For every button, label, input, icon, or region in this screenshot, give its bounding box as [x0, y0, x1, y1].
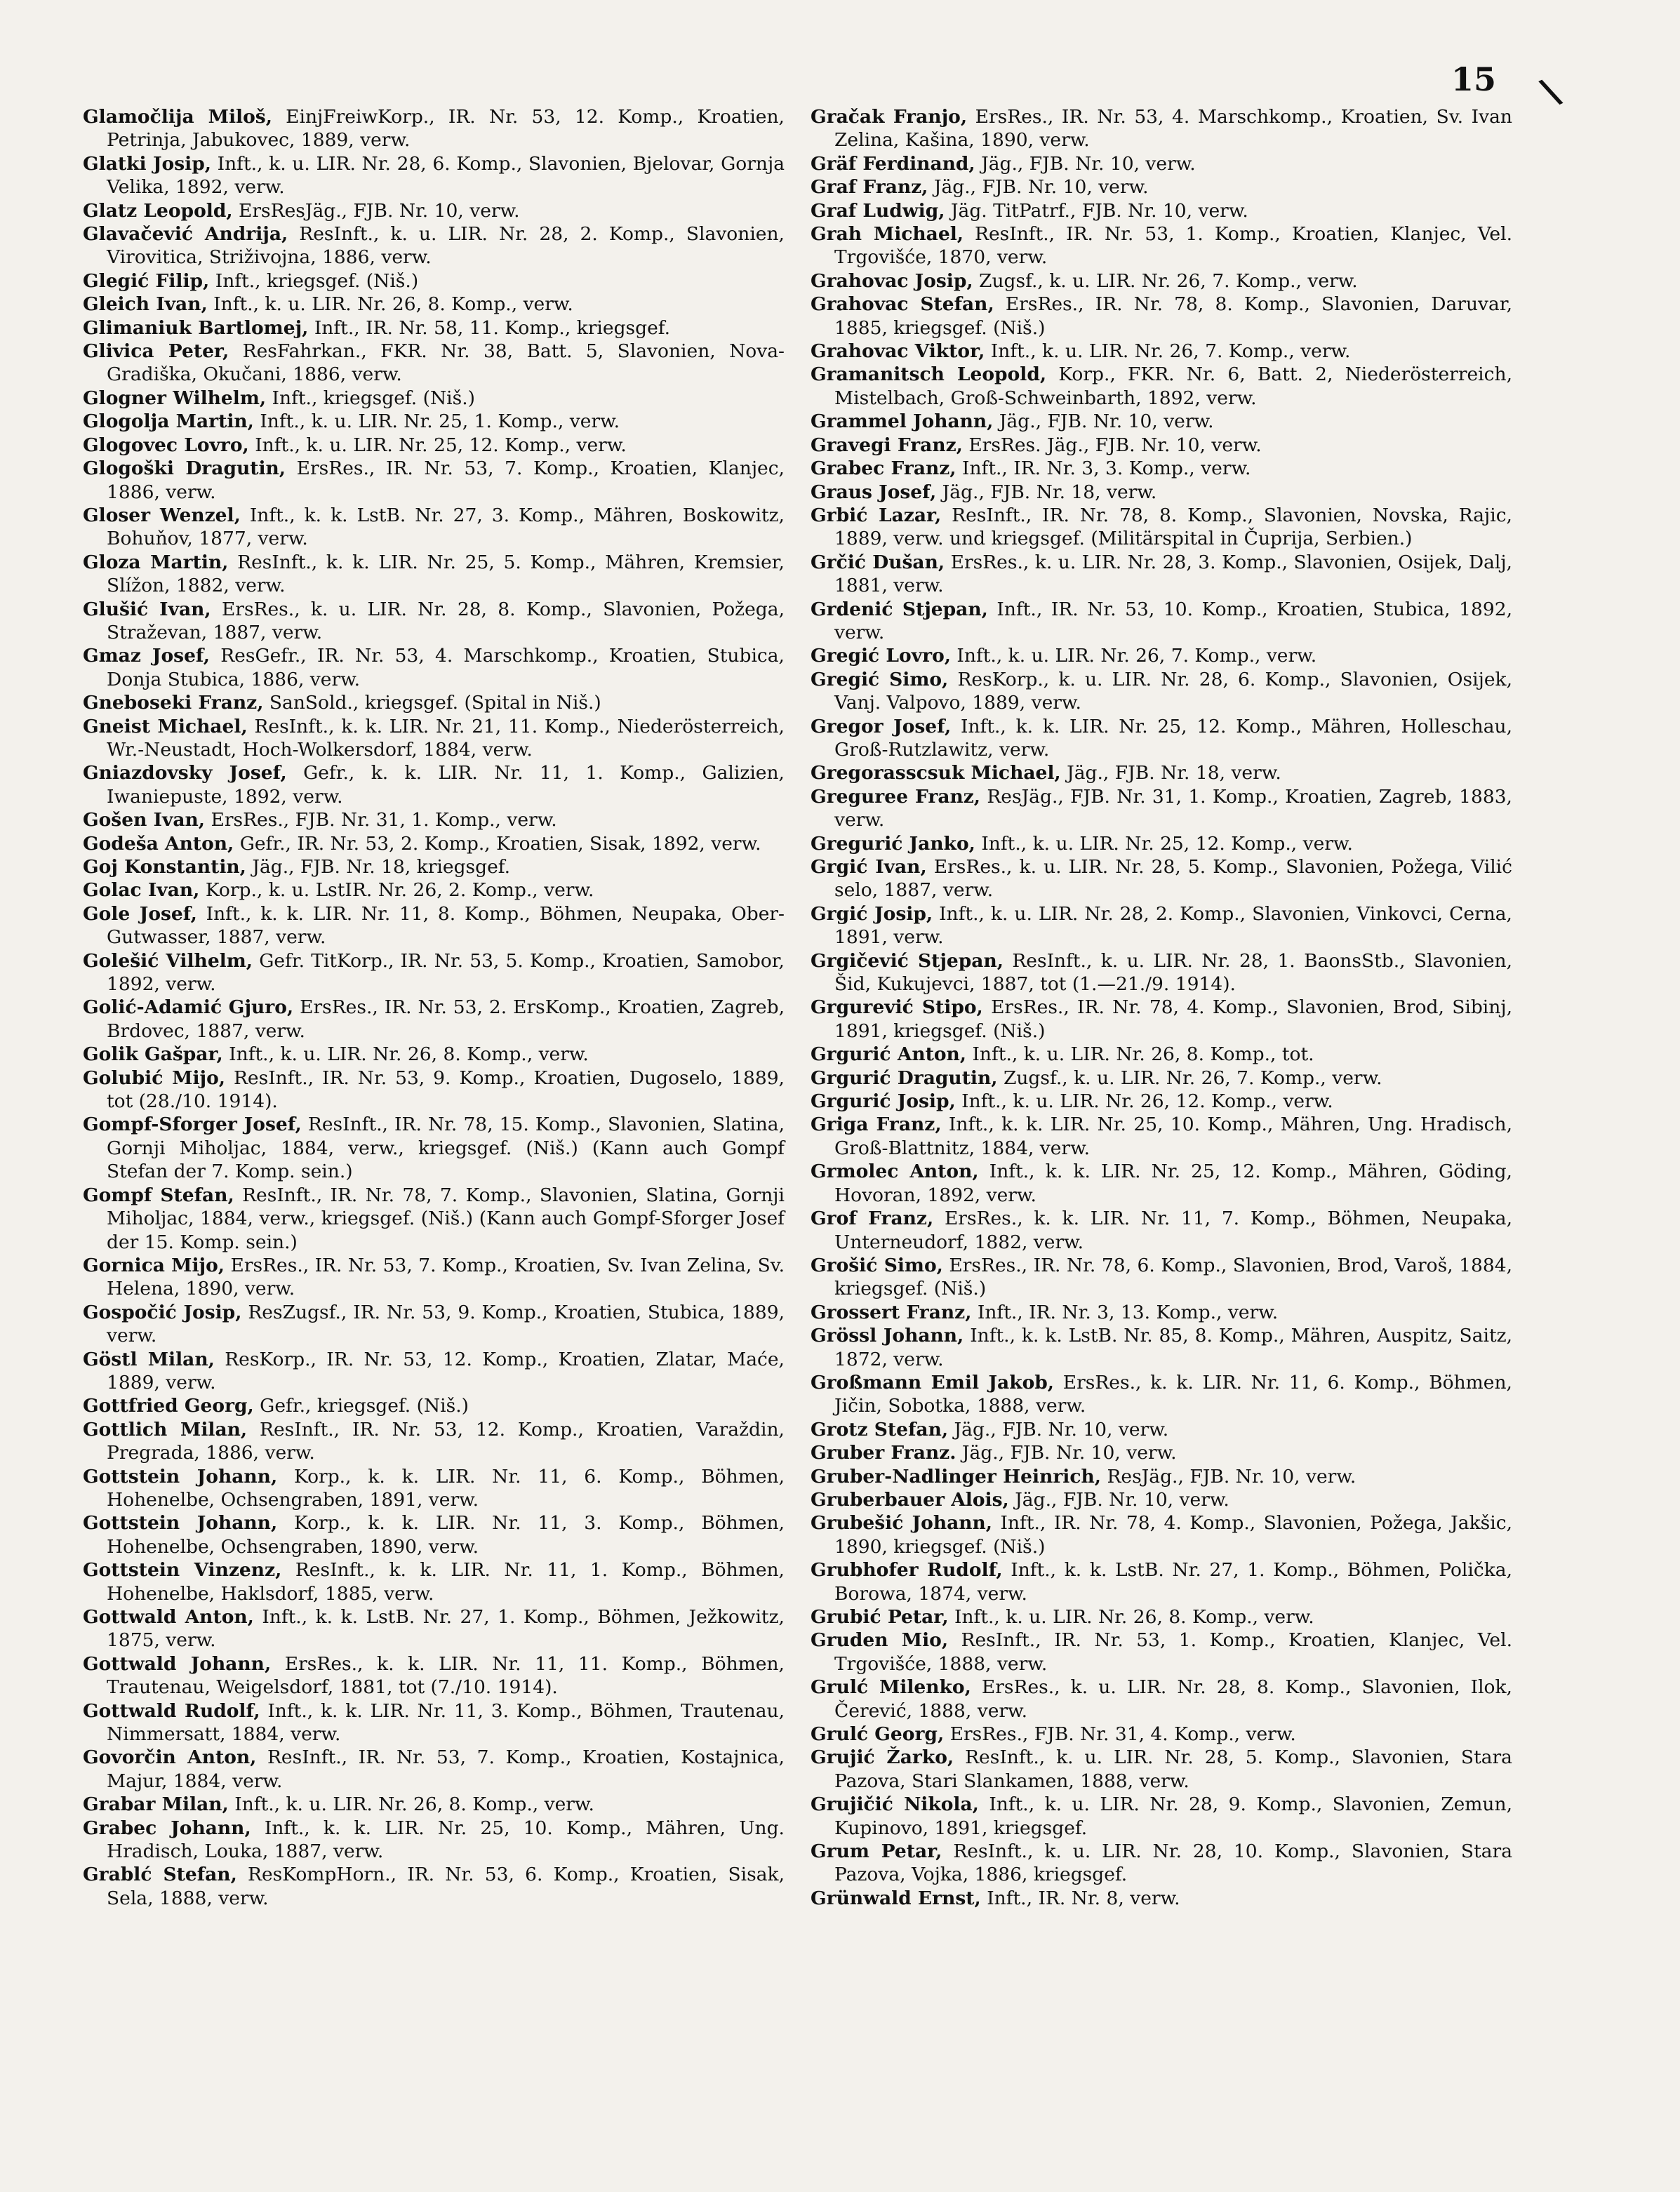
entry-details: Jäg., FJB. Nr. 10, verw. [933, 176, 1149, 199]
casualty-entry [811, 175, 1512, 199]
entry-details: Jäg., FJB. Nr. 10, verw. [999, 410, 1214, 433]
entry-details: Inft., kriegsgef. (Niš.) [215, 269, 419, 292]
entry-name: Grulć Milenko, [811, 1676, 971, 1699]
entry-name: Glatki Josip, [83, 152, 211, 175]
entry-details: Jäg., FJB. Nr. 18, kriegsgef. [252, 856, 511, 878]
casualty-entry [83, 1043, 785, 1066]
casualty-entry [83, 222, 785, 269]
entry-details: Inft., k. u. LIR. Nr. 28, 6. Komp., Slavonien, Bjelovar, Gornja Velika, 1892, verw. [107, 152, 785, 199]
casualty-entry [83, 1394, 785, 1417]
entry-name: Glimaniuk Bartlomej, [83, 316, 309, 339]
entry-details: Jäg., FJB. Nr. 10, verw. [981, 152, 1196, 175]
entry-details: ResFahrkan., FKR. Nr. 38, Batt. 5, Slavonien, Nova-Gradiška, Okučani, 1886, verw. [107, 340, 785, 386]
entry-details: Inft., k. k. LIR. Nr. 11, 3. Komp., Böhmen, Trautenau, Nimmersatt, 1884, verw. [107, 1699, 785, 1746]
entry-details: ResInft., IR. Nr. 78, 8. Komp., Slavonien, Novska, Rajic, 1889, verw. und kriegsgef. (Militärspital in Čuprija, Serbien.) [834, 504, 1512, 550]
entry-name: Glavačević Andrija, [83, 223, 288, 246]
entry-name: Gloza Martin, [83, 551, 229, 573]
casualty-entry [83, 1746, 785, 1793]
casualty-entry [83, 1301, 785, 1348]
entry-name: Greguree Franz, [811, 785, 981, 808]
casualty-entry [811, 1840, 1512, 1887]
casualty-entry [83, 902, 785, 949]
casualty-entry [83, 808, 785, 831]
entry-details: Korp., FKR. Nr. 6, Batt. 2, Niederösterreich, Mistelbach, Groß-Schweinbarth, 1892, verw. [834, 363, 1512, 409]
entry-name: Godeša Anton, [83, 832, 234, 855]
entry-details: Gefr. TitKorp., IR. Nr. 53, 5. Komp., Kroatien, Samobor, 1892, verw. [107, 949, 785, 996]
entry-name: Gompf Stefan, [83, 1184, 234, 1206]
entry-name: Gramanitsch Leopold, [811, 363, 1047, 386]
entry-details: ErsRes., k. u. LIR. Nr. 28, 8. Komp., Slavonien, Ilok, Čerević, 1888, verw. [834, 1676, 1512, 1722]
casualty-entry [811, 1488, 1512, 1511]
entry-details: ErsRes., k. u. LIR. Nr. 28, 8. Komp., Slavonien, Požega, Straževan, 1887, verw. [107, 598, 785, 643]
entry-details: Korp., k. k. LIR. Nr. 11, 3. Komp., Böhmen, Hohenelbe, Ochsengraben, 1890, verw. [107, 1512, 785, 1558]
entry-name: Grabar Milan, [83, 1793, 229, 1816]
casualty-entry [811, 1160, 1512, 1207]
entry-details: ResInft., k. k. LIR. Nr. 11, 1. Komp., Böhmen, Hohenelbe, Haklsdorf, 1885, verw. [107, 1559, 785, 1605]
casualty-entry [83, 996, 785, 1043]
right-column [811, 105, 1512, 1910]
entry-name: Grujičić Nikola, [811, 1793, 979, 1816]
casualty-entry [811, 1676, 1512, 1723]
casualty-entry [83, 1348, 785, 1395]
entry-name: Grmolec Anton, [811, 1161, 979, 1183]
casualty-entry [83, 152, 785, 199]
entry-name: Govorčin Anton, [83, 1746, 257, 1769]
casualty-entry [83, 1699, 785, 1746]
entry-details: ResKorp., k. u. LIR. Nr. 28, 6. Komp., Slavonien, Osijek, Vanj. Valpovo, 1889, verw. [834, 668, 1512, 714]
entry-name: Glamočlija Miloš, [83, 106, 272, 128]
casualty-entry [811, 668, 1512, 715]
entry-details: ErsRes., IR. Nr. 53, 4. Marschkomp., Kroatien, Sv. Ivan Zelina, Kašina, 1890, verw. [834, 106, 1512, 152]
left-column [83, 105, 785, 1910]
entry-details: Inft., IR. Nr. 53, 10. Komp., Kroatien, Stubica, 1892, verw. [834, 598, 1512, 643]
entry-name: Grbić Lazar, [811, 504, 942, 526]
margin-mark: \ [1535, 69, 1566, 114]
entry-details: ErsRes., IR. Nr. 53, 7. Komp., Kroatien, Sv. Ivan Zelina, Sv. Helena, 1890, verw. [107, 1254, 785, 1300]
entry-details: ResInft., IR. Nr. 53, 1. Komp., Kroatien, Klanjec, Vel. Trgovišće, 1870, verw. [834, 223, 1512, 269]
entry-details: Korp., k. u. LstIR. Nr. 26, 2. Komp., verw. [205, 879, 594, 902]
casualty-entry [811, 1511, 1512, 1558]
casualty-entry [811, 1418, 1512, 1441]
entry-name: Gloser Wenzel, [83, 504, 241, 526]
entry-name: Gravegi Franz, [811, 434, 963, 456]
casualty-entry [811, 715, 1512, 762]
entry-details: ErsRes., IR. Nr. 53, 2. ErsKomp., Kroatien, Zagreb, Brdovec, 1887, verw. [107, 996, 785, 1042]
entry-name: Gole Josef, [83, 902, 197, 925]
entry-details: Inft., k. k. LIR. Nr. 11, 8. Komp., Böhmen, Neupaka, Ober-Gutwasser, 1887, verw. [107, 902, 785, 949]
casualty-entry [83, 1511, 785, 1558]
casualty-entry [83, 1113, 785, 1183]
casualty-entry [811, 855, 1512, 902]
entry-name: Grablć Stefan, [83, 1864, 237, 1886]
entry-details: Inft., k. u. LIR. Nr. 26, 8. Komp., verw. [234, 1793, 594, 1816]
casualty-entry [811, 481, 1512, 504]
page-number: 15 [1451, 60, 1497, 98]
entry-details: ResKorp., IR. Nr. 53, 12. Komp., Kroatien, Zlatar, Maće, 1889, verw. [107, 1348, 785, 1394]
entry-details: Jäg., FJB. Nr. 10, verw. [954, 1418, 1169, 1441]
entry-details: ResInft., IR. Nr. 78, 15. Komp., Slavonien, Slatina, Gornji Miholjac, 1884, verw., kriegsgef. (Niš.) (Kann auch Gompf Stefan der 7. Komp. sein.) [107, 1114, 785, 1183]
entry-name: Gleich Ivan, [83, 293, 208, 316]
casualty-entry [811, 598, 1512, 645]
entry-name: Grammel Johann, [811, 410, 994, 433]
entry-details: Inft., k. u. LIR. Nr. 26, 7. Komp., verw. [956, 645, 1317, 667]
casualty-entry [811, 785, 1512, 832]
casualty-entry [811, 1254, 1512, 1301]
entry-name: Graf Franz, [811, 176, 928, 199]
entry-name: Grgić Ivan, [811, 856, 927, 878]
entry-name: Gompf-Sforger Josef, [83, 1114, 302, 1136]
entry-name: Grubhofer Rudolf, [811, 1559, 1003, 1582]
entry-details: Inft., k. k. LstB. Nr. 27, 1. Komp., Böhmen, Ježkowitz, 1875, verw. [107, 1606, 785, 1652]
entry-name: Gregor Josef, [811, 715, 952, 737]
casualty-entry [83, 293, 785, 316]
entry-name: Grabec Franz, [811, 457, 956, 480]
entry-name: Grotz Stefan, [811, 1418, 949, 1441]
entry-name: Gruberbauer Alois, [811, 1488, 1009, 1511]
entry-details: ErsRes., k. k. LIR. Nr. 11, 6. Komp., Böhmen, Jičin, Sobotka, 1888, verw. [834, 1371, 1512, 1417]
entry-details: Gefr., kriegsgef. (Niš.) [260, 1395, 469, 1417]
entry-name: Grošić Simo, [811, 1254, 943, 1276]
entry-details: ResInft., k. k. LIR. Nr. 21, 11. Komp., Niederösterreich, Wr.-Neustadt, Hoch-Wolkersdorf, 1884, verw. [107, 715, 785, 761]
casualty-entry [811, 1207, 1512, 1254]
entry-name: Golubić Mijo, [83, 1067, 226, 1089]
entry-name: Gottstein Vinzenz, [83, 1559, 282, 1582]
casualty-entry [811, 457, 1512, 480]
casualty-entry [83, 551, 785, 598]
entry-details: Inft., k. u. LIR. Nr. 28, 9. Komp., Slavonien, Zemun, Kupinovo, 1891, kriegsgef. [834, 1793, 1512, 1839]
entry-details: ErsRes., IR. Nr. 78, 4. Komp., Slavonien, Brod, Sibinj, 1891, kriegsgef. (Niš.) [834, 996, 1512, 1042]
entry-name: Gregurić Janko, [811, 832, 975, 855]
entry-details: Zugsf., k. u. LIR. Nr. 26, 7. Komp., verw. [979, 269, 1358, 292]
entry-details: Jäg., FJB. Nr. 10, verw. [1015, 1488, 1229, 1511]
casualty-entry [811, 1746, 1512, 1793]
casualty-entry [811, 1043, 1512, 1066]
casualty-entry [83, 832, 785, 855]
entry-name: Gottwald Anton, [83, 1606, 254, 1628]
entry-details: Inft., k. u. LIR. Nr. 25, 1. Komp., verw. [260, 410, 620, 433]
entry-name: Grgurić Josip, [811, 1090, 956, 1113]
entry-name: Grahovac Viktor, [811, 340, 985, 363]
casualty-entry [811, 1067, 1512, 1090]
entry-details: ResInft., k. u. LIR. Nr. 28, 1. BaonsStb., Slavonien, Šid, Kukujevci, 1887, tot (1.—21./9. 1914). [834, 949, 1513, 996]
entry-name: Glogovec Lovro, [83, 434, 249, 456]
entry-details: ErsRes., k. k. LIR. Nr. 11, 7. Komp., Böhmen, Neupaka, Unterneudorf, 1882, verw. [834, 1208, 1512, 1253]
entry-name: Gottwald Rudolf, [83, 1699, 260, 1722]
entry-name: Gottlich Milan, [83, 1418, 248, 1441]
entry-details: Inft., IR. Nr. 58, 11. Komp., kriegsgef. [314, 316, 671, 339]
entry-details: ResGefr., IR. Nr. 53, 4. Marschkomp., Kroatien, Stubica, Donja Stubica, 1886, verw. [107, 645, 785, 690]
entry-name: Großmann Emil Jakob, [811, 1371, 1055, 1394]
casualty-entry [83, 1418, 785, 1465]
entry-name: Gottstein Johann, [83, 1465, 278, 1488]
entry-name: Golac Ivan, [83, 879, 200, 902]
entry-details: Jäg., FJB. Nr. 18, verw. [942, 481, 1157, 503]
casualty-entry [83, 199, 785, 222]
entry-name: Gošen Ivan, [83, 809, 206, 831]
entry-details: Inft., k. k. LIR. Nr. 25, 12. Komp., Mähren, Göding, Hovoran, 1892, verw. [834, 1161, 1512, 1206]
casualty-entry [83, 691, 785, 714]
entry-details: Inft., IR. Nr. 3, 13. Komp., verw. [977, 1301, 1279, 1323]
entry-name: Gregorasscsuk Michael, [811, 762, 1061, 784]
casualty-entry [811, 269, 1512, 293]
entry-name: Grahovac Josip, [811, 269, 973, 292]
casualty-entry [83, 387, 785, 410]
entry-details: ErsRes. Jäg., FJB. Nr. 10, verw. [968, 434, 1262, 456]
entry-name: Gruden Mio, [811, 1629, 949, 1652]
casualty-entry [811, 105, 1512, 152]
entry-details: Inft., k. u. LIR. Nr. 26, 7. Komp., verw. [990, 340, 1351, 363]
casualty-entry [811, 293, 1512, 340]
casualty-entry [83, 949, 785, 996]
casualty-entry [83, 269, 785, 293]
entry-name: Grujić Žarko, [811, 1746, 954, 1769]
casualty-entry [811, 1629, 1512, 1676]
casualty-entry [83, 316, 785, 340]
entry-name: Gmaz Josef, [83, 645, 210, 667]
casualty-entry [811, 644, 1512, 667]
casualty-entry [811, 1558, 1512, 1605]
casualty-entry [83, 598, 785, 645]
entry-name: Glogolja Martin, [83, 410, 254, 433]
casualty-entry [83, 715, 785, 762]
entry-details: Inft., k. k. LstB. Nr. 27, 1. Komp., Böhmen, Polička, Borowa, 1874, verw. [834, 1559, 1512, 1605]
entry-details: Korp., k. k. LIR. Nr. 11, 6. Komp., Böhmen, Hohenelbe, Ochsengraben, 1891, verw. [107, 1465, 785, 1511]
entry-name: Gottwald Johann, [83, 1652, 272, 1675]
entry-name: Gregić Simo, [811, 668, 949, 690]
entry-name: Gračak Franjo, [811, 106, 968, 128]
casualty-entry [83, 1465, 785, 1512]
casualty-entry [811, 1113, 1512, 1160]
casualty-entry [811, 761, 1512, 784]
entry-name: Grössl Johann, [811, 1325, 964, 1347]
entry-name: Grabec Johann, [83, 1817, 251, 1839]
casualty-entry [811, 1887, 1512, 1910]
entry-name: Grubešić Johann, [811, 1512, 993, 1535]
entry-details: ResInft., IR. Nr. 53, 12. Komp., Kroatien, Varaždin, Pregrada, 1886, verw. [107, 1418, 785, 1464]
casualty-entry [811, 340, 1512, 363]
casualty-entry [83, 1558, 785, 1605]
entry-name: Grgurić Anton, [811, 1043, 967, 1066]
entry-details: EinjFreiwKorp., IR. Nr. 53, 12. Komp., Kroatien, Petrinja, Jabukovec, 1889, verw. [107, 106, 785, 152]
entry-details: ErsRes., k. u. LIR. Nr. 28, 5. Komp., Slavonien, Požega, Vilić selo, 1887, verw. [834, 856, 1512, 902]
casualty-entry [811, 949, 1512, 996]
casualty-entry [83, 1605, 785, 1652]
entry-name: Glatz Leopold, [83, 199, 233, 222]
casualty-entry [811, 1605, 1512, 1629]
entry-details: ResJäg., FJB. Nr. 31, 1. Komp., Kroatien, Zagreb, 1883, verw. [834, 785, 1512, 831]
entry-details: ErsRes., IR. Nr. 53, 7. Komp., Kroatien, Klanjec, 1886, verw. [107, 457, 785, 503]
casualty-entry [811, 199, 1512, 222]
entry-details: Inft., k. u. LIR. Nr. 26, 8. Komp., tot. [972, 1043, 1314, 1066]
entry-name: Gottfried Georg, [83, 1395, 254, 1417]
casualty-entry [811, 551, 1512, 598]
entry-details: Inft., k. u. LIR. Nr. 28, 2. Komp., Slavonien, Vinkovci, Cerna, 1891, verw. [834, 902, 1512, 949]
casualty-entry [83, 434, 785, 457]
entry-name: Grgurević Stipo, [811, 996, 983, 1019]
entry-name: Glogner Wilhelm, [83, 387, 267, 409]
entry-details: Gefr., k. k. LIR. Nr. 11, 1. Komp., Galizien, Iwaniepuste, 1892, verw. [107, 762, 785, 808]
entry-details: ResInft., k. u. LIR. Nr. 28, 5. Komp., Slavonien, Stara Pazova, Stari Slankamen, 1888, verw. [834, 1746, 1512, 1792]
casualty-entry [83, 457, 785, 504]
entry-name: Grgić Josip, [811, 902, 933, 925]
casualty-entry [83, 878, 785, 902]
casualty-entry [811, 504, 1512, 551]
entry-details: Inft., k. u. LIR. Nr. 26, 8. Komp., verw. [954, 1606, 1314, 1628]
casualty-entry [83, 1254, 785, 1301]
casualty-entry [811, 410, 1512, 433]
entry-details: Inft., k. u. LIR. Nr. 25, 12. Komp., verw. [981, 832, 1353, 855]
casualty-entry [811, 1301, 1512, 1324]
entry-details: ResInft., k. u. LIR. Nr. 28, 10. Komp., Slavonien, Stara Pazova, Vojka, 1886, kriegsgef. [834, 1840, 1512, 1886]
entry-details: Jäg., FJB. Nr. 10, verw. [961, 1442, 1177, 1464]
casualty-entry [83, 105, 785, 152]
entry-name: Gregić Lovro, [811, 645, 951, 667]
casualty-entry [811, 1371, 1512, 1418]
casualty-entry [811, 1090, 1512, 1113]
casualty-entry [83, 410, 785, 433]
casualty-entry [811, 996, 1512, 1043]
casualty-entry [811, 363, 1512, 410]
casualty-entry [811, 434, 1512, 457]
entry-details: ErsRes., IR. Nr. 78, 6. Komp., Slavonien, Brod, Varoš, 1884, kriegsgef. (Niš.) [834, 1254, 1512, 1300]
entry-details: ResKompHorn., IR. Nr. 53, 6. Komp., Kroatien, Sisak, Sela, 1888, verw. [107, 1864, 785, 1909]
entry-details: ResInft., IR. Nr. 53, 7. Komp., Kroatien, Kostajnica, Majur, 1884, verw. [107, 1746, 785, 1792]
entry-details: ResInft., k. k. LIR. Nr. 25, 5. Komp., Mähren, Kremsier, Slížon, 1882, verw. [107, 551, 785, 597]
entry-details: Inft., k. k. LIR. Nr. 25, 12. Komp., Mähren, Holleschau, Groß-Rutzlawitz, verw. [834, 715, 1512, 761]
entry-details: Inft., k. k. LstB. Nr. 27, 3. Komp., Mähren, Boskowitz, Bohuňov, 1877, verw. [107, 504, 785, 550]
entry-name: Gneboseki Franz, [83, 692, 264, 714]
casualty-entry [811, 1465, 1512, 1488]
entry-details: Inft., k. u. LIR. Nr. 26, 8. Komp., verw. [229, 1043, 589, 1066]
entry-details: ResInft., k. u. LIR. Nr. 28, 2. Komp., Slavonien, Virovitica, Striživojna, 1886, verw. [107, 223, 785, 269]
entry-details: ErsResJäg., FJB. Nr. 10, verw. [239, 199, 520, 222]
casualty-entry [83, 644, 785, 691]
entry-details: ResInft., IR. Nr. 53, 9. Komp., Kroatien, Dugoselo, 1889, tot (28./10. 1914). [107, 1067, 785, 1113]
entry-details: ErsRes., k. u. LIR. Nr. 28, 3. Komp., Slavonien, Osijek, Dalj, 1881, verw. [834, 551, 1512, 597]
entry-name: Golić-Adamić Gjuro, [83, 996, 294, 1019]
casualty-entry [811, 1324, 1512, 1371]
entry-details: Inft., kriegsgef. (Niš.) [272, 387, 475, 409]
entry-details: Inft., IR. Nr. 8, verw. [987, 1887, 1180, 1909]
casualty-entry [811, 832, 1512, 855]
entry-name: Glivica Peter, [83, 340, 229, 363]
casualty-entry [811, 1723, 1512, 1746]
entry-name: Grgičević Stjepan, [811, 949, 1004, 972]
entry-name: Glušić Ivan, [83, 598, 211, 620]
entry-name: Grahovac Stefan, [811, 293, 994, 316]
entry-name: Grčić Dušan, [811, 551, 945, 573]
entry-details: Inft., k. k. LIR. Nr. 25, 10. Komp., Mähren, Ung. Hradisch, Louka, 1887, verw. [107, 1817, 785, 1863]
entry-details: Inft., k. u. LIR. Nr. 25, 12. Komp., verw. [255, 434, 627, 456]
casualty-entry [811, 902, 1512, 949]
entry-details: ErsRes., FJB. Nr. 31, 4. Komp., verw. [949, 1723, 1296, 1746]
entry-details: ErsRes., FJB. Nr. 31, 1. Komp., verw. [211, 809, 557, 831]
entry-details: ResZugsf., IR. Nr. 53, 9. Komp., Kroatien, Stubica, 1889, verw. [107, 1301, 785, 1347]
entry-name: Gottstein Johann, [83, 1512, 278, 1535]
entry-details: Zugsf., k. u. LIR. Nr. 26, 7. Komp., verw. [1003, 1067, 1382, 1089]
entry-name: Golešić Vilhelm, [83, 949, 253, 972]
entry-details: Jäg., FJB. Nr. 18, verw. [1067, 762, 1281, 784]
casualty-entry [83, 761, 785, 808]
entry-name: Gräf Ferdinand, [811, 152, 975, 175]
casualty-entry [83, 1817, 785, 1864]
entry-name: Grgurić Dragutin, [811, 1067, 998, 1089]
casualty-entry [83, 504, 785, 551]
entry-name: Graf Ludwig, [811, 199, 945, 222]
entry-details: ResJäg., FJB. Nr. 10, verw. [1107, 1465, 1356, 1488]
casualty-entry [83, 1184, 785, 1254]
entry-name: Gneist Michael, [83, 715, 248, 737]
entry-details: Inft., k. u. LIR. Nr. 26, 8. Komp., verw. [213, 293, 573, 316]
entry-name: Gornica Mijo, [83, 1254, 225, 1276]
casualty-entry [83, 1652, 785, 1699]
entry-name: Gruber-Nadlinger Heinrich, [811, 1465, 1101, 1488]
casualty-entry [83, 1067, 785, 1114]
entry-name: Gospočić Josip, [83, 1301, 242, 1323]
casualty-entry [83, 1793, 785, 1816]
entry-name: Glogoški Dragutin, [83, 457, 286, 480]
entry-details: Jäg. TitPatrf., FJB. Nr. 10, verw. [950, 199, 1248, 222]
entry-details: ErsRes., IR. Nr. 78, 8. Komp., Slavonien, Daruvar, 1885, kriegsgef. (Niš.) [834, 293, 1512, 339]
entry-details: ResInft., IR. Nr. 78, 7. Komp., Slavonien, Slatina, Gornji Miholjac, 1884, verw., kriegsgef. (Niš.) (Kann auch Gompf-Sforger Josef der 15. Komp. sein.) [107, 1184, 785, 1253]
entry-details: SanSold., kriegsgef. (Spital in Niš.) [269, 692, 601, 714]
casualty-entry [811, 1793, 1512, 1840]
entry-details: Gefr., IR. Nr. 53, 2. Komp., Kroatien, Sisak, 1892, verw. [239, 832, 761, 855]
entry-name: Grünwald Ernst, [811, 1887, 981, 1909]
entry-details: Inft., k. k. LIR. Nr. 25, 10. Komp., Mähren, Ung. Hradisch, Groß-Blattnitz, 1884, verw. [834, 1114, 1512, 1159]
entry-name: Grulć Georg, [811, 1723, 945, 1746]
entry-name: Glegić Filip, [83, 269, 210, 292]
entry-name: Grum Petar, [811, 1840, 942, 1863]
entry-name: Graus Josef, [811, 481, 937, 503]
entry-name: Griga Franz, [811, 1114, 942, 1136]
entry-name: Grubić Petar, [811, 1606, 949, 1628]
entry-name: Grossert Franz, [811, 1301, 972, 1323]
casualty-entry [83, 340, 785, 387]
entry-name: Grdenić Stjepan, [811, 598, 988, 620]
entry-details: Inft., IR. Nr. 3, 3. Komp., verw. [961, 457, 1251, 480]
entry-name: Golik Gašpar, [83, 1043, 223, 1066]
entry-details: ResInft., IR. Nr. 53, 1. Komp., Kroatien, Klanjec, Vel. Trgovišće, 1888, verw. [834, 1629, 1512, 1675]
casualty-entry [83, 855, 785, 878]
casualty-entry [811, 152, 1512, 175]
entry-name: Goj Konstantin, [83, 856, 246, 878]
entry-details: Inft., k. u. LIR. Nr. 26, 12. Komp., verw. [961, 1090, 1333, 1113]
entry-name: Grof Franz, [811, 1208, 934, 1230]
casualty-entry [83, 1863, 785, 1910]
entry-details: Inft., IR. Nr. 78, 4. Komp., Slavonien, Požega, Jakšic, 1890, kriegsgef. (Niš.) [834, 1512, 1512, 1558]
casualty-entry [811, 222, 1512, 269]
entry-name: Gruber Franz. [811, 1442, 956, 1464]
entry-details: ErsRes., k. k. LIR. Nr. 11, 11. Komp., Böhmen, Trautenau, Weigelsdorf, 1881, tot (7./10. 1914). [107, 1652, 785, 1699]
casualty-entry [811, 1441, 1512, 1464]
entry-details: Inft., k. k. LstB. Nr. 85, 8. Komp., Mähren, Auspitz, Saitz, 1872, verw. [834, 1325, 1512, 1370]
entry-name: Göstl Milan, [83, 1348, 215, 1370]
entry-name: Gniazdovsky Josef, [83, 762, 287, 784]
entry-name: Grah Michael, [811, 223, 964, 246]
